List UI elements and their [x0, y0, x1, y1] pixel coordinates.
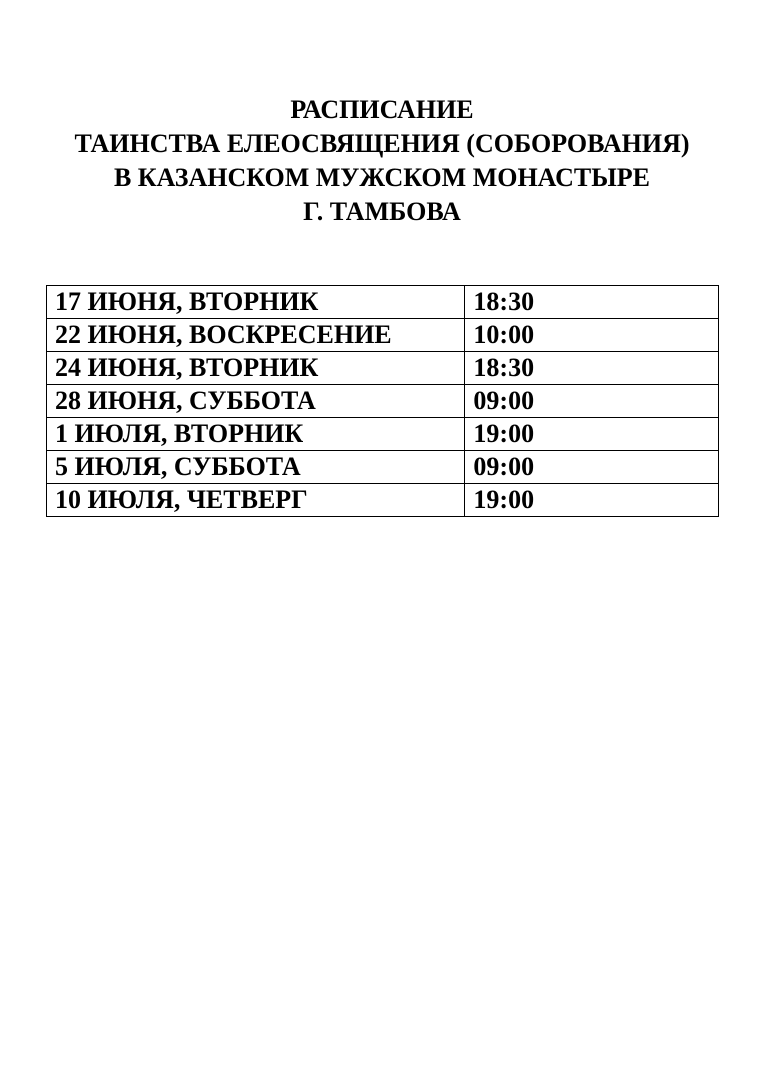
table-row [47, 286, 719, 319]
day-cell: 1 ИЮЛЯ, ВТОРНИК [47, 418, 465, 451]
title-line-monastery: В КАЗАНСКОМ МУЖСКОМ МОНАСТЫРЕ [113, 163, 651, 192]
day-cell: 28 ИЮНЯ, СУББОТА [47, 385, 465, 418]
page-title [0, 93, 764, 229]
time-cell: 09:00 [465, 451, 719, 484]
schedule-table [46, 285, 719, 517]
time-cell: 19:00 [465, 418, 719, 451]
table-row [47, 418, 719, 451]
time-cell: 10:00 [465, 319, 719, 352]
title-line-sacrament: ТАИНСТВА ЕЛЕОСВЯЩЕНИЯ (СОБОРОВАНИЯ) [74, 129, 690, 158]
day-cell: 24 ИЮНЯ, ВТОРНИК [47, 352, 465, 385]
table-row [47, 385, 719, 418]
day-cell: 5 ИЮЛЯ, СУББОТА [47, 451, 465, 484]
title-line-schedule: РАСПИСАНИЕ [290, 95, 474, 124]
table-row [47, 352, 719, 385]
day-cell: 10 ИЮЛЯ, ЧЕТВЕРГ [47, 484, 465, 517]
time-cell: 19:00 [465, 484, 719, 517]
table-row [47, 451, 719, 484]
day-cell: 22 ИЮНЯ, ВОСКРЕСЕНИЕ [47, 319, 465, 352]
title-line-city: Г. ТАМБОВА [303, 197, 461, 226]
time-cell: 18:30 [465, 352, 719, 385]
time-cell: 09:00 [465, 385, 719, 418]
table-row [47, 319, 719, 352]
day-cell: 17 ИЮНЯ, ВТОРНИК [47, 286, 465, 319]
table-row [47, 484, 719, 517]
time-cell: 18:30 [465, 286, 719, 319]
